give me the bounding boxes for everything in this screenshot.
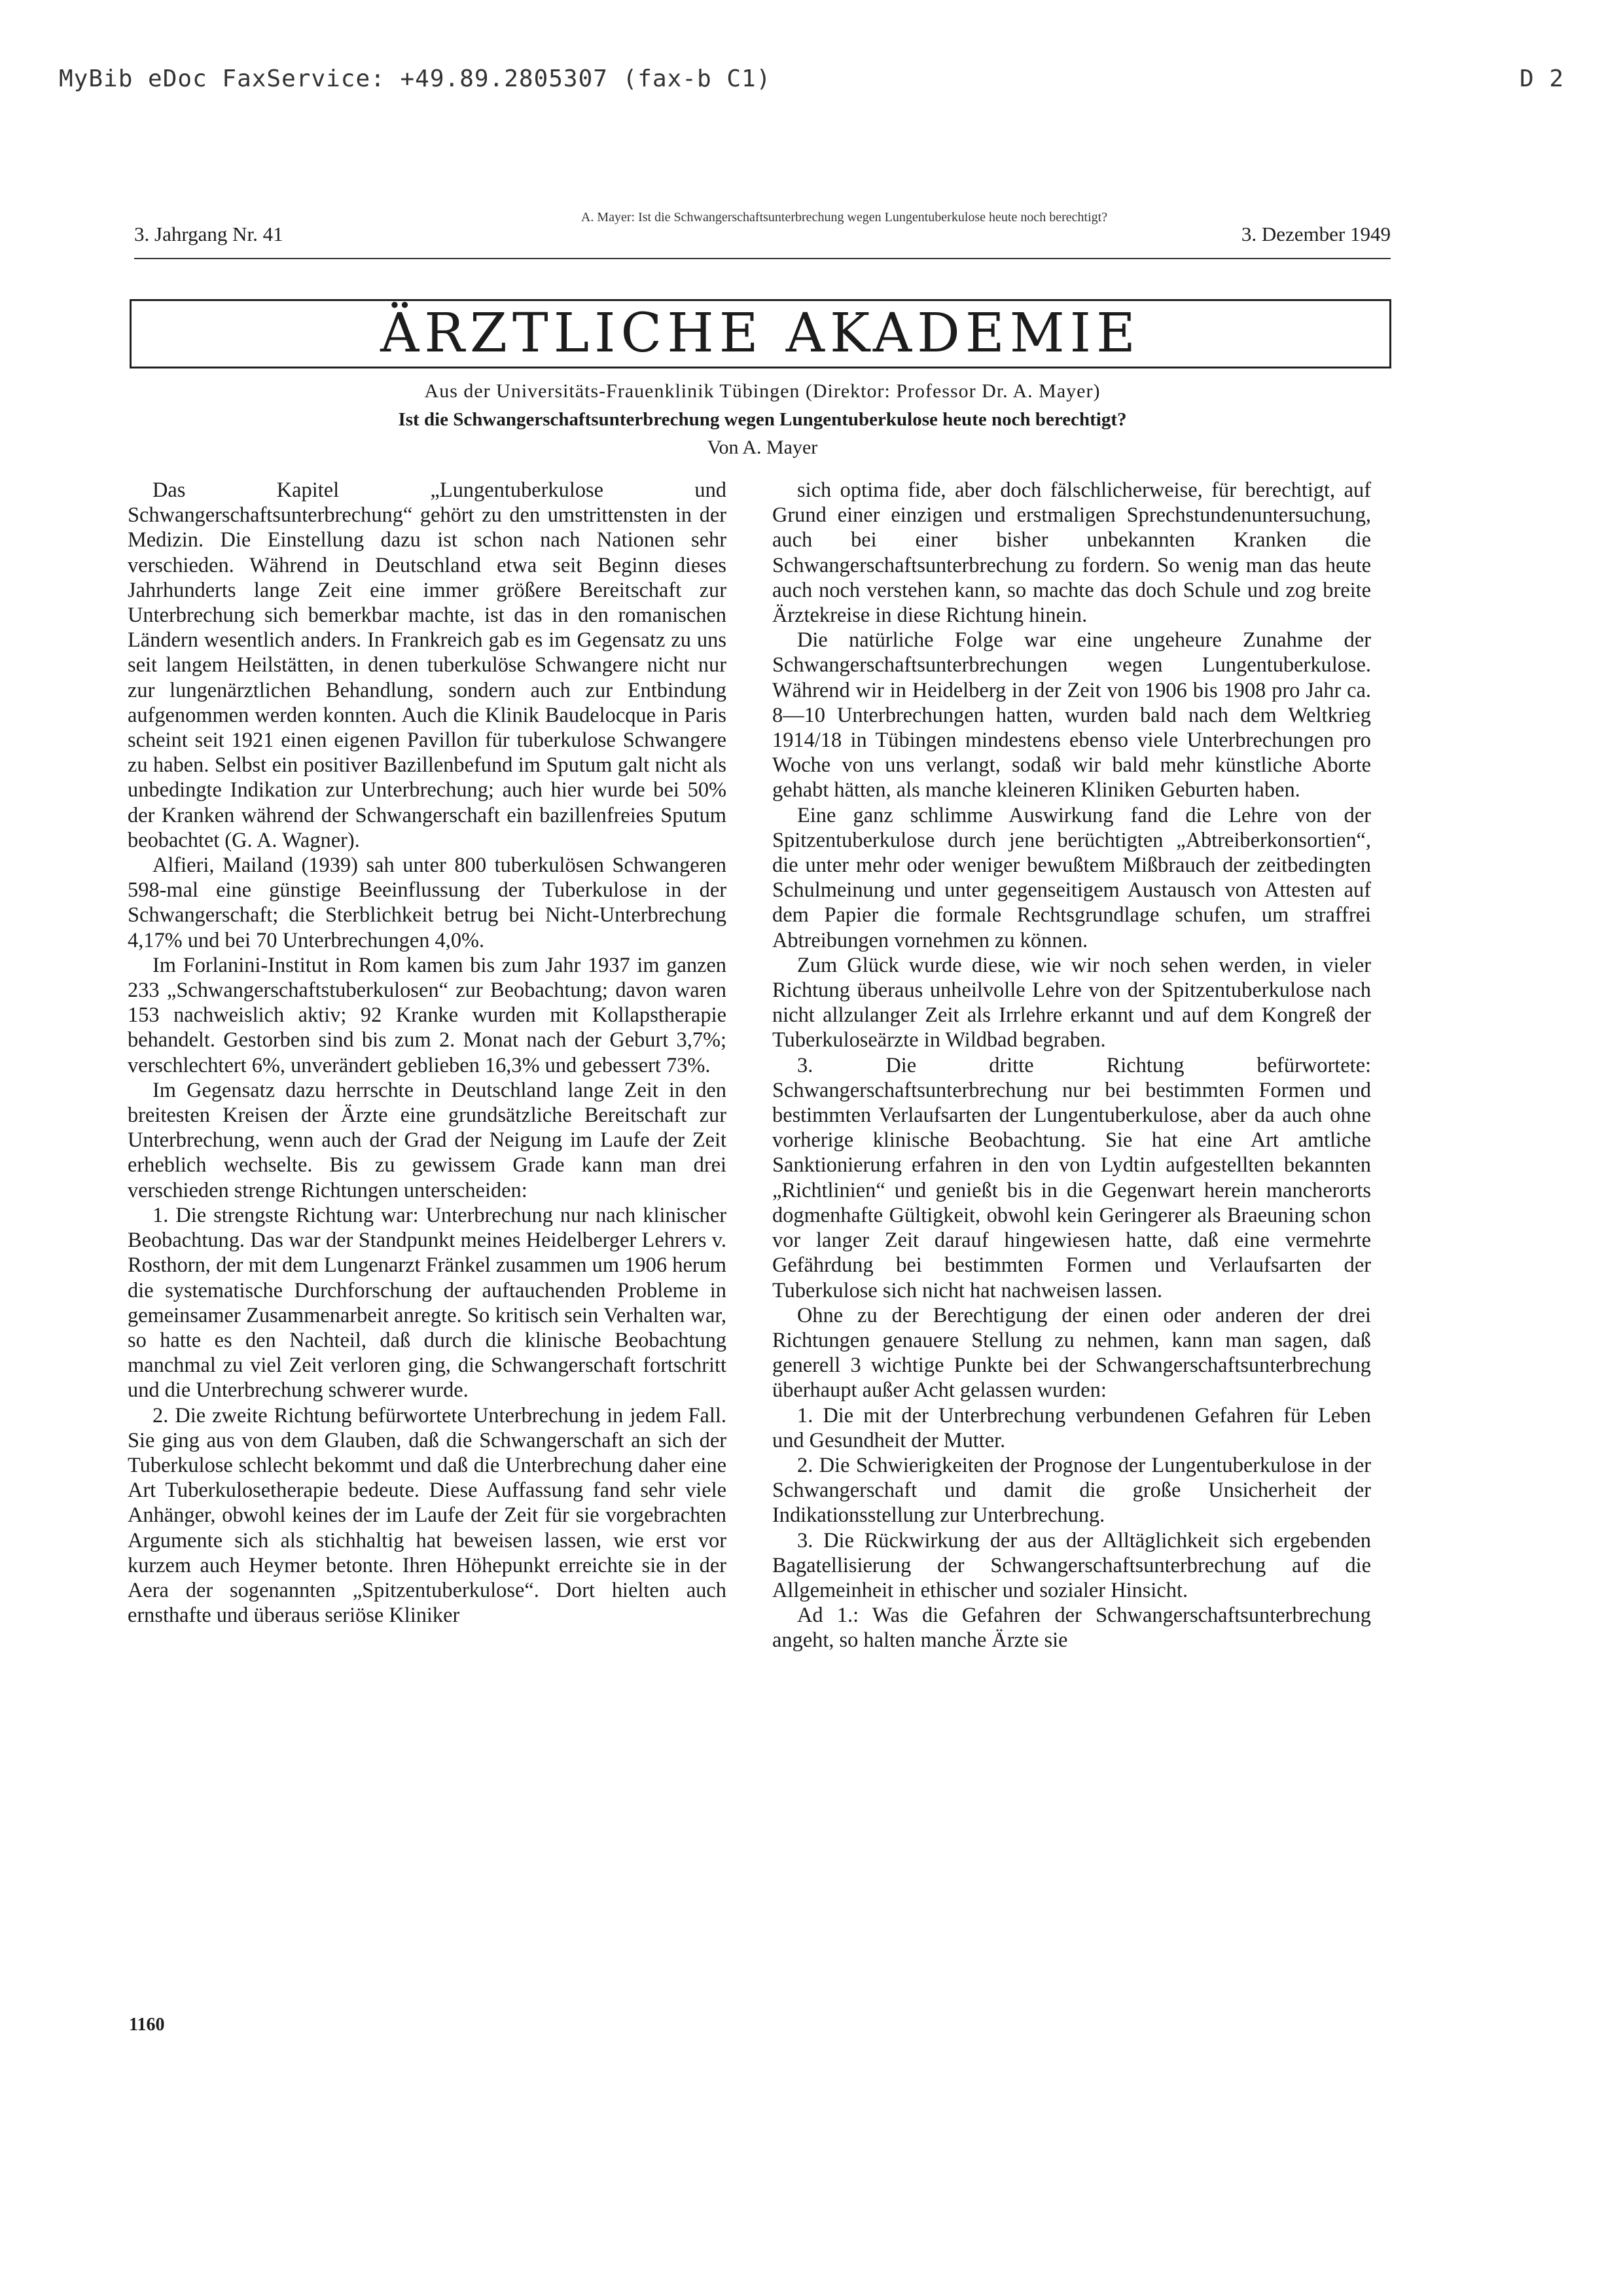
paragraph: Im Forlanini-Institut in Rom kamen bis zum Jahr 1937 im ganzen 233 „Schwangerschaftstuberkulosen“ zur Beobachtung; davon waren 153 nachweislich aktiv; 92 Kranke wurden mit Kollapstherapie behandelt. Gestorben sind bis zum 2. Monat nach der Geburt 3,7%; verschlechtert 6%, unverändert geblieben 16,3% und gebessert 73%. [128, 953, 726, 1077]
issue-date: 3. Dezember 1949 [1241, 223, 1391, 245]
paragraph: sich optima fide, aber doch fälschlicherweise, für berechtigt, auf Grund einer einzigen und erstmaligen Sprechstundenuntersuchung, auch bei einer bisher unbekannten Kranken die Schwangerschaftsunterbrechung zu fordern. So wenig man das heute auch noch verstehen kann, so machte das doch Schule und zog breite Ärztekreise in diese Richtung hinein. [772, 478, 1371, 628]
paragraph: 1. Die mit der Unterbrechung verbundenen Gefahren für Leben und Gesundheit der Mutter. [772, 1403, 1371, 1452]
paragraph: 1. Die strengste Richtung war: Unterbrechung nur nach klinischer Beobachtung. Das war der Standpunkt meines Heidelberger Lehrers v. Rosthorn, der mit dem Lungenarzt Fränkel zusammen um 1906 herum die systematische Durchforschung der auftauchenden Probleme in gemeinsamer Zusammenarbeit anregte. So kritisch sein Verhalten war, so hatte es den Nachteil, daß durch die klinische Beobachtung manchmal zu viel Zeit verloren ging, die Schwangerschaft fortschritt und die Unterbrechung schwerer wurde. [128, 1203, 726, 1403]
article-author: Von A. Mayer [707, 437, 818, 458]
running-head [134, 209, 1391, 262]
issue-number: 3. Jahrgang Nr. 41 [134, 223, 283, 245]
paragraph: Ohne zu der Berechtigung der einen oder anderen der drei Richtungen genauere Stellung zu nehmen, kann man sagen, daß generell 3 wichtige Punkte bei der Schwangerschaftsunterbrechung überhaupt außer Acht gelassen wurden: [772, 1303, 1371, 1403]
paragraph: Zum Glück wurde diese, wie wir noch sehen werden, in vieler Richtung überaus unheilvolle Lehre von der Spitzentuberkulose nach nicht allzulanger Zeit als Irrlehre erkannt und auf dem Kongreß der Tuberkuloseärzte in Wildbad begraben. [772, 953, 1371, 1052]
paragraph: Im Gegensatz dazu herrschte in Deutschland lange Zeit in den breitesten Kreisen der Ärzte eine grundsätzliche Bereitschaft zur Unterbrechung, wenn auch der Grad der Neigung im Laufe der Zeit erheblich wechselte. Bis zu gewissem Grade kann man drei verschieden strenge Richtungen unterscheiden: [128, 1078, 726, 1202]
paragraph: Eine ganz schlimme Auswirkung fand die Lehre von der Spitzentuberkulose durch jene berüchtigten „Abtreiberkonsortien“, die unter mehr oder weniger bewußtem Mißbrauch der zeitbedingten Schulmeinung und unter gegenseitigem Austausch von Attesten auf dem Papier die formale Rechtsgrundlage schufen, um straffrei Abtreibungen vornehmen zu können. [772, 803, 1371, 952]
paragraph: 2. Die Schwierigkeiten der Prognose der Lungentuberkulose in der Schwangerschaft und damit die große Unsicherheit der Indikationsstellung zur Unterbrechung. [772, 1453, 1371, 1528]
page-number: 1160 [129, 2015, 165, 2035]
section-title: ÄRZTLICHE AKADEMIE [380, 302, 1141, 365]
paragraph: 2. Die zweite Richtung befürwortete Unterbrechung in jedem Fall. Sie ging aus von dem Glauben, daß die Schwangerschaft an sich der Tuberkulose schlecht bekommt und daß die Unterbrechung daher eine Art Tuberkulosetherapie bedeute. Diese Auffassung fand sehr viele Anhänger, obwohl keines der im Laufe der Zeit für sie vorgebrachten Argumente sich als stichhaltig hat beweisen lassen, wie erst vor kurzem auch Heymer betonte. Ihren Höhepunkt erreichte sie in der Aera der sogenannten „Spitzentuberkulose“. Dort hielten auch ernsthafte und überaus seriöse Kliniker [128, 1403, 726, 1628]
section-banner [130, 299, 1391, 368]
fax-header-sender: MyBib eDoc FaxService: +49.89.2805307 (fax-b C1) [59, 65, 772, 92]
header-rule [134, 258, 1391, 259]
article-title: Ist die Schwangerschaftsunterbrechung wegen Lungentuberkulose heute noch berechtigt? [398, 409, 1127, 430]
running-head-article-ref: A. Mayer: Ist die Schwangerschaftsunterbrechung wegen Lungentuberkulose heute noch berechtigt? [580, 210, 1108, 224]
paragraph: Das Kapitel „Lungentuberkulose und Schwangerschaftsunterbrechung“ gehört zu den umstrittensten in der Medizin. Die Einstellung dazu ist schon nach Nationen sehr verschieden. Während in Deutschland etwa seit Beginn dieses Jahrhunderts lange Zeit eine immer größere Bereitschaft zur Unterbrechung sich bemerkbar machte, ist das in den romanischen Ländern wesentlich anders. In Frankreich gab es im Gegensatz zu uns seit langem Heilstätten, in denen tuberkulöse Schwangere nicht nur zur lungenärztlichen Behandlung, sondern auch zur Entbindung aufgenommen werden konnten. Auch die Klinik Baudelocque in Paris scheint seit 1921 einen eigenen Pavillon für tuberkulose Schwangere zu haben. Selbst ein positiver Bazillenbefund im Sputum galt nicht als unbedingte Indikation zur Unterbrechung; auch hier wurde bei 50% der Kranken während der Schwangerschaft ein bazillenfreies Sputum beobachtet (G. A. Wagner). [128, 478, 726, 852]
article-origin: Aus der Universitäts-Frauenklinik Tübingen (Direktor: Professor Dr. A. Mayer) [424, 380, 1101, 402]
fax-header [59, 65, 1564, 105]
fax-header-page: D 2 [1519, 65, 1564, 92]
text-column-left [128, 478, 726, 1628]
paragraph: Ad 1.: Was die Gefahren der Schwangerschaftsunterbrechung angeht, so halten manche Ärzte sie [772, 1604, 1371, 1653]
paragraph: 3. Die Rückwirkung der aus der Alltäglichkeit sich ergebenden Bagatellisierung der Schwangerschaftsunterbrechung auf die Allgemeinheit in ethischer und sozialer Hinsicht. [772, 1528, 1371, 1602]
paragraph: Die natürliche Folge war eine ungeheure Zunahme der Schwangerschaftsunterbrechungen wegen Lungentuberkulose. Während wir in Heidelberg in der Zeit von 1906 bis 1908 pro Jahr ca. 8—10 Unterbrechungen hatten, wurden bald nach dem Weltkrieg 1914/18 in Tübingen mindestens ebenso viele Unterbrechungen pro Woche von uns verlangt, sodaß wir bald mehr künstliche Aborte gehabt hätten, als manche kleineren Kliniken Geburten haben. [772, 628, 1371, 802]
paragraph: Alfieri, Mailand (1939) sah unter 800 tuberkulösen Schwangeren 598-mal eine günstige Beeinflussung der Tuberkulose in der Schwangerschaft; die Sterblichkeit betrug bei Nicht-Unterbrechung 4,17% und bei 70 Unterbrechungen 4,0%. [128, 853, 726, 952]
text-column-right [772, 478, 1371, 1653]
paragraph: 3. Die dritte Richtung befürwortete: Schwangerschaftsunterbrechung nur bei bestimmten Formen und bestimmten Verlaufsarten der Lungentuberkulose, aber da auch ohne vorherige klinische Beobachtung. Sie hat eine Art amtliche Sanktionierung erfahren in den von Lydtin aufgestellten bekannten „Richtlinien“ und genießt bis in die Gegenwart herein mancherorts dogmenhafte Gültigkeit, obwohl kein Geringerer als Braeuning schon vor langer Zeit darauf hingewiesen hatte, daß eine vermehrte Gefährdung bei bestimmten Formen und Verlaufsarten der Tuberkulose sich nicht hat nachweisen lassen. [772, 1053, 1371, 1302]
